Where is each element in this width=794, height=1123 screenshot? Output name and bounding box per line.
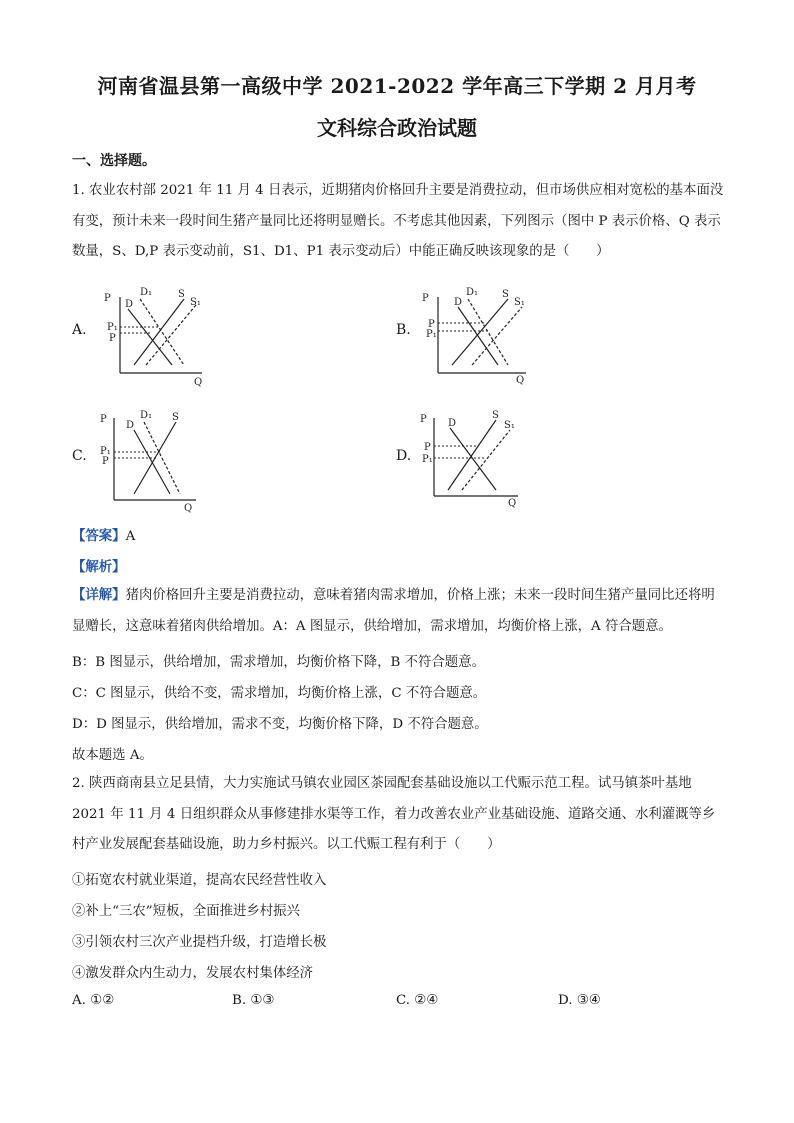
detail-tag: 【详解】 — [72, 587, 126, 603]
q2-item-3: ③引领农村三次产业提档升级，打造增长极 — [72, 935, 327, 950]
graph-b-d1-label: D₁ — [466, 287, 479, 298]
graph-a-s-curve — [134, 299, 184, 365]
graph-c-d-label: D — [126, 420, 135, 431]
graph-d-d-label: D — [448, 418, 457, 429]
option-c-label: C. — [72, 448, 87, 464]
graph-a — [100, 285, 210, 388]
q2-choice-b[interactable]: B. ①③ — [232, 993, 275, 1008]
graph-b-d1-curve — [468, 299, 508, 365]
graph-a-p1-label: P₁ — [107, 322, 118, 333]
analysis-line — [72, 556, 126, 575]
answer-tag: 【答案】 — [72, 528, 126, 544]
q2-choice-d[interactable]: D. ③④ — [558, 993, 601, 1008]
graph-a-s1-label: S₁ — [190, 297, 201, 308]
graph-d-d-curve — [450, 428, 496, 490]
option-d-label: D. — [396, 448, 412, 464]
graph-b-p1-label: P₁ — [426, 329, 437, 340]
q1-stem: 1. 农业农村部 2021 年 11 月 4 日表示，近期猪肉价格回升主要是消费拉动，但市场供应相对宽松的基本面没有变，预计未来一段时间生猪产量同比还将明显赠长。不考虑其他因素，下列图示（图中 P 表示价格、Q 表示数量，S、D,P 表示变动前，S1、D1、P1 表示变动后）中能正确反映该现象的是（ ） — [72, 183, 724, 259]
answer-value: A — [125, 529, 136, 544]
conclusion: 故本题选 A。 — [72, 748, 153, 763]
graph-b-p-label: P — [422, 293, 429, 304]
graph-d-s-label: S — [492, 410, 499, 421]
section-heading: 一、选择题。 — [72, 153, 156, 169]
graph-c-s-label: S — [172, 412, 179, 423]
q2-item-1: ①拓宽农村就业渠道，提高农民经营性收入 — [72, 873, 327, 888]
graph-c-d1-label: D₁ — [140, 410, 153, 421]
graph-b-d-curve — [458, 307, 498, 365]
option-c-explain: C：C 图显示，供给不变，需求增加，均衡价格上涨，C 不符合题意。 — [72, 686, 487, 701]
q2-item-2: ②补上“三农”短板，全面推进乡村振兴 — [72, 904, 300, 919]
graph-d-p-label: P — [420, 414, 427, 425]
graph-b — [418, 285, 533, 385]
q2-stem: 2. 陕西商南县立足县情，大力实施试马镇农业园区茶园配套基础设施以工代赈示范工程。试马镇茶叶基地 2021 年 11 月 4 日组织群众从事修建排水渠等工作，着力改善农业产业基础设施、道路交通、水利灌溉等乡村产业发展配套基础设施，助力乡村振兴。以工代赈工程有利于（ ） — [72, 776, 716, 852]
detail-text: 猪肉价格回升主要是消费拉动，意味着猪肉需求增加，价格上涨；未来一段时间生猪产量同比还将明显赠长，这意味着猪肉供给增加。A：A 图显示，供给增加，需求增加，均衡价格上涨，A 符合题意。 — [72, 588, 715, 634]
graph-a-s-label: S — [178, 289, 185, 300]
q2-item-4: ④激发群众内生动力，发展农村集体经济 — [72, 966, 314, 981]
graph-b-s-label: S — [502, 289, 509, 300]
graph-a-p-label: P — [104, 293, 111, 304]
graph-b-q-label: Q — [516, 375, 525, 386]
q2-choice-a[interactable]: A. ①② — [72, 993, 115, 1008]
graph-d-q-label: Q — [508, 498, 517, 509]
graph-c-p-label-2: P — [102, 456, 109, 467]
analysis-tag: 【解析】 — [72, 559, 126, 575]
graph-b-d-label: D — [454, 297, 463, 308]
detail-paragraph — [72, 580, 724, 642]
option-b-label: B. — [396, 322, 411, 338]
graph-a-d-label: D — [125, 299, 134, 310]
exam-subtitle: 文科综合政治试题 — [317, 116, 477, 140]
graph-b-s1-curve — [472, 307, 522, 365]
answer-line — [72, 525, 135, 544]
graph-c — [100, 408, 200, 512]
graph-a-s1-curve — [146, 305, 196, 365]
option-b-explain: B：B 图显示，供给增加，需求增加，均衡价格下降，B 不符合题意。 — [72, 655, 485, 670]
exam-title: 河南省温县第一高级中学 2021-2022 学年高三下学期 2 月月考 — [97, 74, 697, 98]
graph-d — [418, 408, 528, 512]
graph-d-s1-label: S₁ — [504, 420, 515, 431]
graph-d-p-label-2: P — [424, 442, 431, 453]
graph-b-p-label-2: P — [428, 319, 435, 330]
q2-choice-c[interactable]: C. ②④ — [396, 993, 439, 1008]
graph-c-q-label: Q — [184, 503, 193, 514]
graph-a-q-label: Q — [194, 377, 203, 388]
graph-a-d1-label: D₁ — [140, 287, 153, 298]
graph-d-p1-label: P₁ — [422, 454, 433, 465]
option-d-explain: D：D 图显示，供给增加，需求不变，均衡价格下降，D 不符合题意。 — [72, 717, 488, 732]
graph-a-p-label-2: P — [109, 333, 116, 344]
graph-c-p1-label: P₁ — [100, 446, 111, 457]
graph-c-p-label: P — [100, 414, 107, 425]
option-a-label: A. — [72, 322, 87, 338]
graph-b-s1-label: S₁ — [514, 297, 525, 308]
